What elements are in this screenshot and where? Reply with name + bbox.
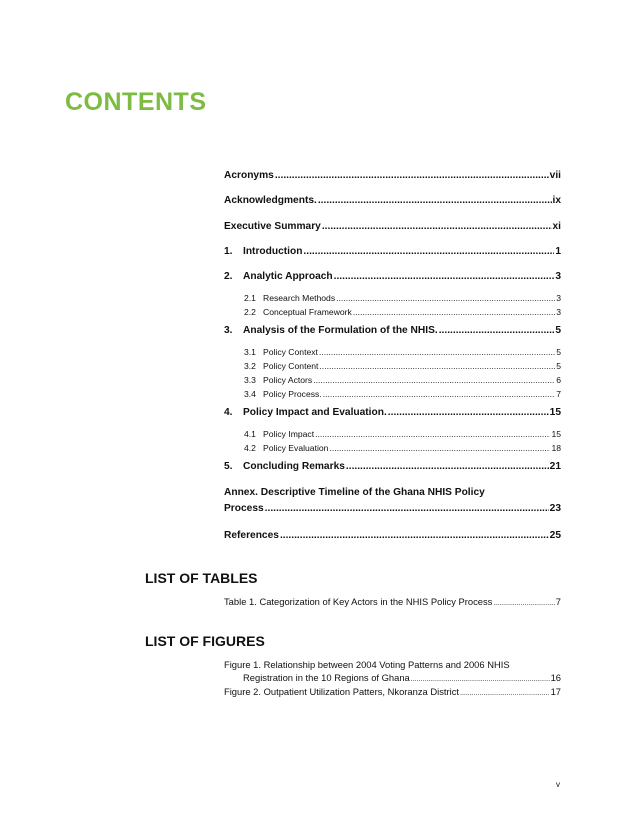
toc-page: 6 bbox=[556, 375, 561, 385]
toc-page: 23 bbox=[549, 503, 561, 514]
dot-leader bbox=[303, 246, 554, 257]
toc-number: 3.4 bbox=[244, 389, 256, 399]
toc-page: 1 bbox=[555, 246, 561, 257]
toc-page: 3 bbox=[555, 271, 561, 282]
toc-label: Research Methods bbox=[263, 293, 336, 303]
figure-entry-page: 17 bbox=[550, 686, 561, 697]
page-title: CONTENTS bbox=[65, 88, 207, 116]
toc-entry-policy-process[interactable] bbox=[244, 389, 561, 399]
list-of-tables-heading: LIST OF TABLES bbox=[145, 570, 258, 586]
toc-entry-acknowledgments[interactable] bbox=[224, 195, 561, 206]
dot-leader bbox=[280, 530, 549, 541]
toc-label: Acronyms bbox=[224, 170, 274, 181]
dot-leader bbox=[329, 443, 550, 453]
dot-leader bbox=[313, 375, 555, 385]
toc-entry-analytic-approach[interactable] bbox=[224, 271, 561, 282]
figure-entry-page: 16 bbox=[550, 672, 561, 683]
toc-page: 25 bbox=[549, 530, 561, 541]
toc-number: 3.1 bbox=[244, 347, 256, 357]
list-of-figures-heading: LIST OF FIGURES bbox=[145, 633, 265, 649]
toc-entry-acronyms[interactable] bbox=[224, 170, 561, 181]
toc-label: Policy Process. bbox=[263, 389, 322, 399]
toc-entry-concluding-remarks[interactable] bbox=[224, 461, 561, 472]
toc-entry-policy-impact[interactable] bbox=[244, 429, 561, 439]
toc-number: 3.2 bbox=[244, 361, 256, 371]
toc-number: 4.1 bbox=[244, 429, 256, 439]
dot-leader bbox=[319, 361, 555, 371]
dot-leader bbox=[346, 461, 549, 472]
figure-entry-label: Figure 2. Outpatient Utilization Patters, Nkoranza District bbox=[224, 686, 459, 697]
toc-page: 3 bbox=[556, 307, 561, 317]
toc-label: Concluding Remarks bbox=[243, 461, 345, 472]
toc-page: 7 bbox=[556, 389, 561, 399]
toc-entry-introduction[interactable] bbox=[224, 246, 561, 257]
toc-label: Analysis of the Formulation of the NHIS. bbox=[243, 325, 438, 336]
toc-number: 3. bbox=[224, 325, 233, 336]
toc-label: Policy Actors bbox=[263, 375, 313, 385]
dot-leader bbox=[323, 389, 555, 399]
toc-label: References bbox=[224, 530, 279, 541]
dot-leader bbox=[275, 170, 549, 181]
dot-leader bbox=[388, 407, 549, 418]
toc-page: 3 bbox=[556, 293, 561, 303]
toc-page: ix bbox=[552, 195, 561, 206]
toc-entry-policy-evaluation[interactable] bbox=[244, 443, 561, 453]
dot-leader bbox=[315, 429, 550, 439]
dot-leader bbox=[411, 672, 550, 683]
toc-entry-conceptual-framework[interactable] bbox=[244, 307, 561, 317]
toc-number: 3.3 bbox=[244, 375, 256, 385]
toc-entry-analysis-formulation[interactable] bbox=[224, 325, 561, 336]
figure-entry-2[interactable] bbox=[224, 686, 561, 697]
toc-page: 18 bbox=[551, 443, 561, 453]
page-number: v bbox=[556, 780, 560, 789]
toc-label: Policy Content bbox=[263, 361, 319, 371]
dot-leader bbox=[460, 686, 550, 697]
toc-number: 2.2 bbox=[244, 307, 256, 317]
toc-number: 5. bbox=[224, 461, 233, 472]
toc-number: 4. bbox=[224, 407, 233, 418]
toc-label: Process bbox=[224, 503, 264, 514]
table-entry-page: 7 bbox=[555, 596, 561, 607]
toc-number: 1. bbox=[224, 246, 233, 257]
toc-page: vii bbox=[549, 170, 561, 181]
toc-label: Executive Summary bbox=[224, 221, 321, 232]
figure-entry-1[interactable] bbox=[224, 672, 561, 683]
dot-leader bbox=[353, 307, 555, 317]
toc-entry-policy-actors[interactable] bbox=[244, 375, 561, 385]
toc-page: 21 bbox=[549, 461, 561, 472]
dot-leader bbox=[334, 271, 555, 282]
dot-leader bbox=[322, 221, 552, 232]
toc-page: 5 bbox=[556, 361, 561, 371]
toc-entry-executive-summary[interactable] bbox=[224, 221, 561, 232]
toc-page: 5 bbox=[555, 325, 561, 336]
toc-label: Acknowledgments. bbox=[224, 195, 317, 206]
toc-label: Conceptual Framework bbox=[263, 307, 352, 317]
toc-label: Policy Impact bbox=[263, 429, 315, 439]
toc-label: Analytic Approach bbox=[243, 271, 333, 282]
toc-number: 2. bbox=[224, 271, 233, 282]
toc-entry-research-methods[interactable] bbox=[244, 293, 561, 303]
toc-number: 2.1 bbox=[244, 293, 256, 303]
toc-page: xi bbox=[552, 221, 561, 232]
toc-entry-annex[interactable] bbox=[224, 503, 561, 514]
toc-page: 15 bbox=[549, 407, 561, 418]
toc-page: 5 bbox=[556, 347, 561, 357]
toc-entry-policy-context[interactable] bbox=[244, 347, 561, 357]
dot-leader bbox=[439, 325, 555, 336]
figure-entry-label: Registration in the 10 Regions of Ghana bbox=[243, 672, 410, 683]
figure-entry-1-line1[interactable]: Figure 1. Relationship between 2004 Voting Patterns and 2006 NHIS bbox=[224, 659, 510, 670]
table-entry-label: Table 1. Categorization of Key Actors in the NHIS Policy Process bbox=[224, 596, 493, 607]
toc-label: Policy Evaluation bbox=[263, 443, 329, 453]
table-entry[interactable] bbox=[224, 596, 561, 607]
toc-entry-references[interactable] bbox=[224, 530, 561, 541]
toc-entry-policy-content[interactable] bbox=[244, 361, 561, 371]
toc-page: 15 bbox=[551, 429, 561, 439]
dot-leader bbox=[265, 503, 549, 514]
toc-label: Policy Impact and Evaluation. bbox=[243, 407, 387, 418]
dot-leader bbox=[493, 596, 554, 607]
dot-leader bbox=[336, 293, 555, 303]
dot-leader bbox=[318, 195, 552, 206]
toc-number: 4.2 bbox=[244, 443, 256, 453]
dot-leader bbox=[319, 347, 555, 357]
toc-label: Introduction bbox=[243, 246, 303, 257]
toc-label: Policy Context bbox=[263, 347, 318, 357]
toc-entry-annex-line1[interactable]: Annex. Descriptive Timeline of the Ghana NHIS Policy bbox=[224, 487, 485, 498]
toc-entry-policy-impact-evaluation[interactable] bbox=[224, 407, 561, 418]
